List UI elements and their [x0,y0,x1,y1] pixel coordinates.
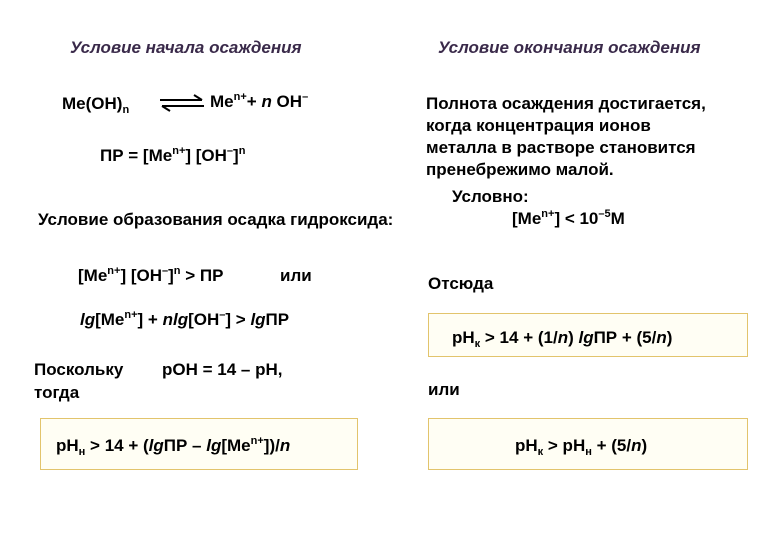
or-label-1: или [280,266,312,285]
completeness-line-3: металла в растворе становится [426,138,696,157]
conditional-threshold: $[Me^{n+}] < 10^{-5}M$ [512,208,625,228]
solubility-product-expression: ПР = $[Me^{n+}]$ $[OH^-]^n$ [100,145,246,165]
then-label: тогда [34,383,80,402]
end-condition-title: Условие окончания осаждения [438,38,701,57]
equilibrium-arrows-icon [158,94,206,112]
hydroxide-condition-heading: Условие образования осадка гидроксида: [38,210,394,229]
conditional-label: Условно: [452,187,529,206]
completeness-line-2: когда концентрация ионов [426,116,651,135]
log-inequality: $\lg[Me^{n+}] + nlg[OH^-] > \lg ПР$ [80,309,290,329]
end-vs-start-ph-formula: $pH_к > pH_н + (5/n)$ [515,436,648,458]
end-ph-formula: $pH_к > 14 + (1/n) \lg ПР + (5/n)$ [452,328,673,350]
start-ph-formula: $pH_н > 14 + (\lg ПР - \lg[Me^{n+}])/n$ [56,435,291,458]
completeness-line-1: Полнота осаждения достигается, [426,94,706,113]
poh-relation: pOH = 14 – pH, [162,360,283,379]
start-condition-title: Условие начала осаждения [70,38,302,57]
since-label: Поскольку [34,360,124,379]
or-label-2: или [428,380,460,399]
hence-label: Отсюда [428,274,494,293]
dissociation-products: $Me^{n+}+ n$ OH– [210,91,309,111]
ion-product-inequality: $[Me^{n+}] [OH^-]^n$ > ПР [78,265,224,285]
hydroxide-formula: $Me(OH)_n$ [62,94,130,116]
completeness-line-4: пренебрежимо малой. [426,160,614,179]
